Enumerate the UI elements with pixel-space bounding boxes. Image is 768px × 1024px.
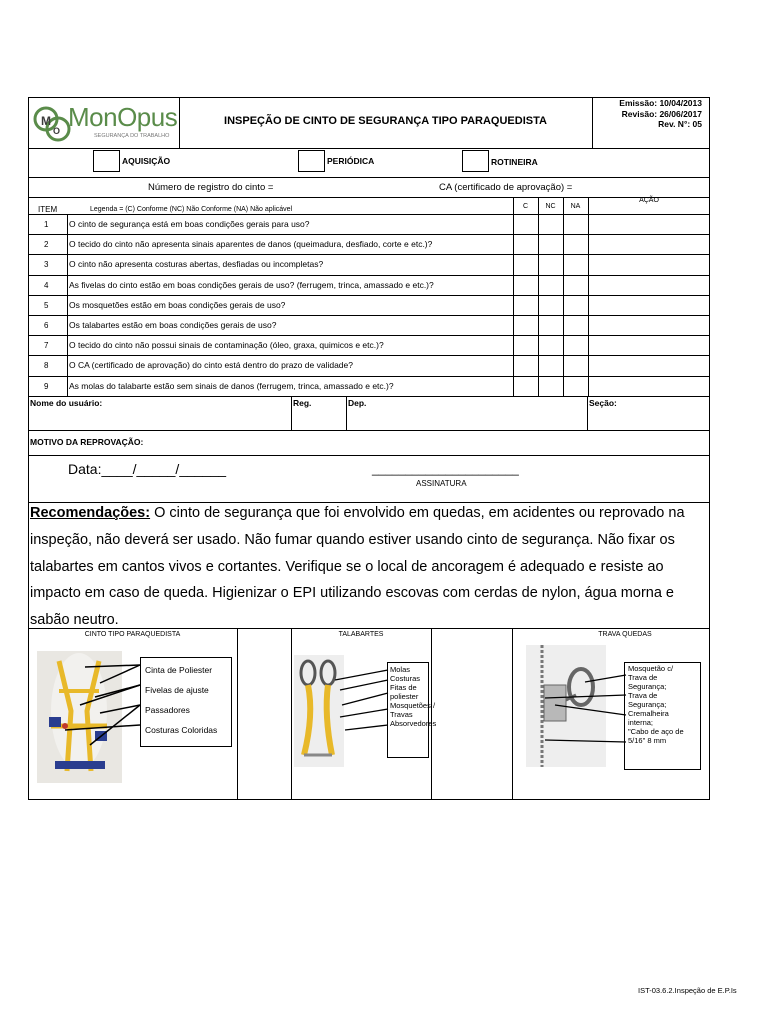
table-row-nc-cell[interactable] xyxy=(539,215,563,234)
page-title: INSPEÇÃO DE CINTO DE SEGURANÇA TIPO PARAQUEDISTA xyxy=(224,115,547,127)
col-item-header: ITEM xyxy=(38,205,58,214)
secao-label: Seção: xyxy=(589,398,617,408)
panel-label: "Cabo de aço de xyxy=(628,727,684,736)
table-row-nc-cell[interactable] xyxy=(539,296,563,315)
table-row-acao-cell[interactable] xyxy=(589,255,709,274)
table-row-na-cell[interactable] xyxy=(564,276,588,295)
aquisicao-label: AQUISIÇÃO xyxy=(122,156,171,166)
table-row-acao-cell[interactable] xyxy=(589,336,709,355)
cinto-panel-title: CINTO TIPO PARAQUEDISTA xyxy=(84,631,181,638)
col-acao-header: AÇÃO xyxy=(639,197,659,204)
panel-label: Cremalheira xyxy=(628,709,669,718)
signature-line[interactable]: ______________________ xyxy=(372,462,519,476)
table-row-acao-cell[interactable] xyxy=(589,235,709,254)
table-row-question: O cinto de segurança está em boas condições gerais para uso? xyxy=(69,219,310,229)
revision-number: Rev. N°: 05 xyxy=(658,119,702,129)
trava-labels xyxy=(628,664,684,745)
table-row-c-cell[interactable] xyxy=(514,377,538,396)
ca-label: CA (certificado de aprovação) = xyxy=(439,182,573,193)
cinto-pointer-arrows xyxy=(60,655,142,755)
table-row-na-cell[interactable] xyxy=(564,316,588,335)
user-divider-3 xyxy=(587,396,588,431)
revision-block xyxy=(592,98,702,130)
panel-label: interna; xyxy=(628,718,654,727)
legend-text: Legenda = (C) Conforme (NC) Não Conforme (NA) Não aplicável xyxy=(90,206,293,213)
table-row-question: O cinto não apresenta costuras abertas, desfiadas ou incompletas? xyxy=(69,259,324,270)
recommendations-body: O cinto de segurança que foi envolvido em quedas, em acidentes ou reprovado na inspeção, não deverá ser usado. Não fumar quando estiver usando cinto de segurança. Não fixar os talabartes em cantos vivos e cortantes. Verifique se o local de ancoragem é adequado e resiste ao impacto em caso de queda. Higienizar o EPI utilizando escovas com cerdas de nylon, água morna e sabão neutro. xyxy=(30,505,685,629)
table-row-c-cell[interactable] xyxy=(514,336,538,355)
panel-divider-1 xyxy=(237,628,238,800)
panel-label: Travas xyxy=(390,710,413,719)
panel-label: Trava de xyxy=(628,691,658,700)
table-row-acao-cell[interactable] xyxy=(589,316,709,335)
table-row-nc-cell[interactable] xyxy=(539,356,563,375)
trava-panel-title: TRAVA QUEDAS xyxy=(598,631,652,638)
table-row-acao-cell[interactable] xyxy=(589,296,709,315)
logo-subtitle: SEGURANÇA DO TRABALHO xyxy=(94,133,170,139)
table-row-nc-cell[interactable] xyxy=(539,276,563,295)
table-row-question: O tecido do cinto não apresenta sinais aparentes de danos (queimadura, desfiado, corte e etc.)? xyxy=(69,239,433,250)
cinto-labels xyxy=(145,660,217,740)
panel-label: poliester xyxy=(390,692,419,701)
table-row-number: 3 xyxy=(44,260,49,270)
table-row-number: 8 xyxy=(44,361,49,371)
dep-label: Dep. xyxy=(348,398,367,408)
col-na-header: NA xyxy=(570,203,581,210)
talabartes-pointer-arrows xyxy=(330,665,390,735)
recommendations-text xyxy=(30,500,708,634)
assinatura-label: ASSINATURA xyxy=(416,479,467,488)
table-row-na-cell[interactable] xyxy=(564,377,588,396)
panel-label: Molas xyxy=(390,665,411,674)
user-divider-2 xyxy=(346,396,347,431)
panel-label: Fivelas de ajuste xyxy=(145,685,209,695)
reg-label: Reg. xyxy=(293,398,312,408)
svg-text:O: O xyxy=(53,126,61,136)
panel-label: Segurança; xyxy=(628,682,667,691)
table-row-na-cell[interactable] xyxy=(564,215,588,234)
motivo-label: MOTIVO DA REPROVAÇÃO: xyxy=(30,437,144,447)
nome-usuario-label: Nome do usuário: xyxy=(30,398,103,408)
date-field[interactable]: Data:____/_____/______ xyxy=(68,461,227,477)
table-row-nc-cell[interactable] xyxy=(539,255,563,274)
table-row-question: O CA (certificado de aprovação) do cinto está dentro do prazo de validade? xyxy=(69,360,353,371)
table-row-c-cell[interactable] xyxy=(514,255,538,274)
panel-label: Absorvedores xyxy=(390,719,437,728)
table-row-nc-cell[interactable] xyxy=(539,377,563,396)
panel-label: Segurança; xyxy=(628,700,667,709)
table-row-acao-cell[interactable] xyxy=(589,215,709,234)
company-logo xyxy=(32,99,178,147)
panel-label: Costuras xyxy=(390,674,421,683)
panel-label: Mosquetões / xyxy=(390,701,436,710)
table-row-c-cell[interactable] xyxy=(514,316,538,335)
table-row-c-cell[interactable] xyxy=(514,215,538,234)
panel-label: Fitas de xyxy=(390,683,417,692)
recommendations-label: Recomendações: xyxy=(30,505,151,521)
panel-divider-4 xyxy=(512,628,513,800)
table-row-acao-cell[interactable] xyxy=(589,356,709,375)
rotineira-checkbox[interactable] xyxy=(462,150,489,172)
table-row-number: 1 xyxy=(44,220,49,229)
table-row-nc-cell[interactable] xyxy=(539,316,563,335)
panel-label: Costuras Coloridas xyxy=(145,725,218,735)
table-row-na-cell[interactable] xyxy=(564,296,588,315)
table-row-acao-cell[interactable] xyxy=(589,276,709,295)
panel-label: 5/16" 8 mm xyxy=(628,736,667,745)
table-row-acao-cell[interactable] xyxy=(589,377,709,396)
table-row-question: As fivelas do cinto estão em boas condições gerais de uso? (ferrugem, trinca, amassado e etc.)? xyxy=(69,279,434,290)
table-row-number: 7 xyxy=(44,341,49,351)
table-row-number: 4 xyxy=(44,280,49,290)
trava-pointer-arrows xyxy=(540,670,628,745)
table-row-number: 9 xyxy=(44,381,49,391)
table-row-question: Os talabartes estão em boas condições gerais de uso? xyxy=(69,320,277,330)
table-row-nc-cell[interactable] xyxy=(539,235,563,254)
table-row-na-cell[interactable] xyxy=(564,235,588,254)
table-row-c-cell[interactable] xyxy=(514,356,538,375)
talabartes-labels xyxy=(390,665,436,728)
table-row-question: Os mosquetões estão em boas condições gerais de uso? xyxy=(69,299,286,310)
table-row-na-cell[interactable] xyxy=(564,336,588,355)
numero-registro-label: Número de registro do cinto = xyxy=(148,182,274,193)
table-row-na-cell[interactable] xyxy=(564,255,588,274)
table-row-na-cell[interactable] xyxy=(564,356,588,375)
table-row-question: O tecido do cinto não possui sinais de contaminação (óleo, graxa, quimicos e etc.)? xyxy=(69,340,384,351)
footer-code: IST-03.6.2.Inspeção de E.P.Is xyxy=(638,986,737,995)
panel-divider-2 xyxy=(291,628,292,800)
panel-label: Passadores xyxy=(145,705,190,715)
col-c-header: C xyxy=(522,203,529,210)
table-row-c-cell[interactable] xyxy=(514,235,538,254)
periodica-label: PERIÓDICA xyxy=(327,156,375,166)
user-divider-1 xyxy=(291,396,292,431)
panel-label: Trava de xyxy=(628,673,658,682)
rotineira-label: ROTINEIRA xyxy=(491,157,538,167)
revision-date: Revisão: 26/06/2017 xyxy=(621,108,702,119)
emission-date: Emissão: 10/04/2013 xyxy=(619,98,702,108)
logo-text: MonOpus xyxy=(68,102,178,132)
table-row-nc-cell[interactable] xyxy=(539,336,563,355)
table-divider-item xyxy=(67,214,68,397)
talabartes-panel-title: TALABARTES xyxy=(338,631,384,638)
panel-label: Cinta de Poliester xyxy=(145,665,213,675)
periodica-checkbox[interactable] xyxy=(298,150,325,172)
aquisicao-checkbox[interactable] xyxy=(93,150,120,172)
table-row-number: 5 xyxy=(44,300,49,310)
panel-label: Mosquetão c/ xyxy=(628,664,674,673)
registro-row xyxy=(28,177,710,198)
svg-text:M: M xyxy=(41,114,51,128)
col-nc-header: NC xyxy=(545,203,556,210)
table-row-c-cell[interactable] xyxy=(514,276,538,295)
table-row-number: 2 xyxy=(44,240,49,250)
table-row-question: As molas do talabarte estão sem sinais de danos (ferrugem, trinca, amassado e etc.)? xyxy=(69,380,394,391)
table-row-number: 6 xyxy=(44,321,49,330)
table-row-c-cell[interactable] xyxy=(514,296,538,315)
